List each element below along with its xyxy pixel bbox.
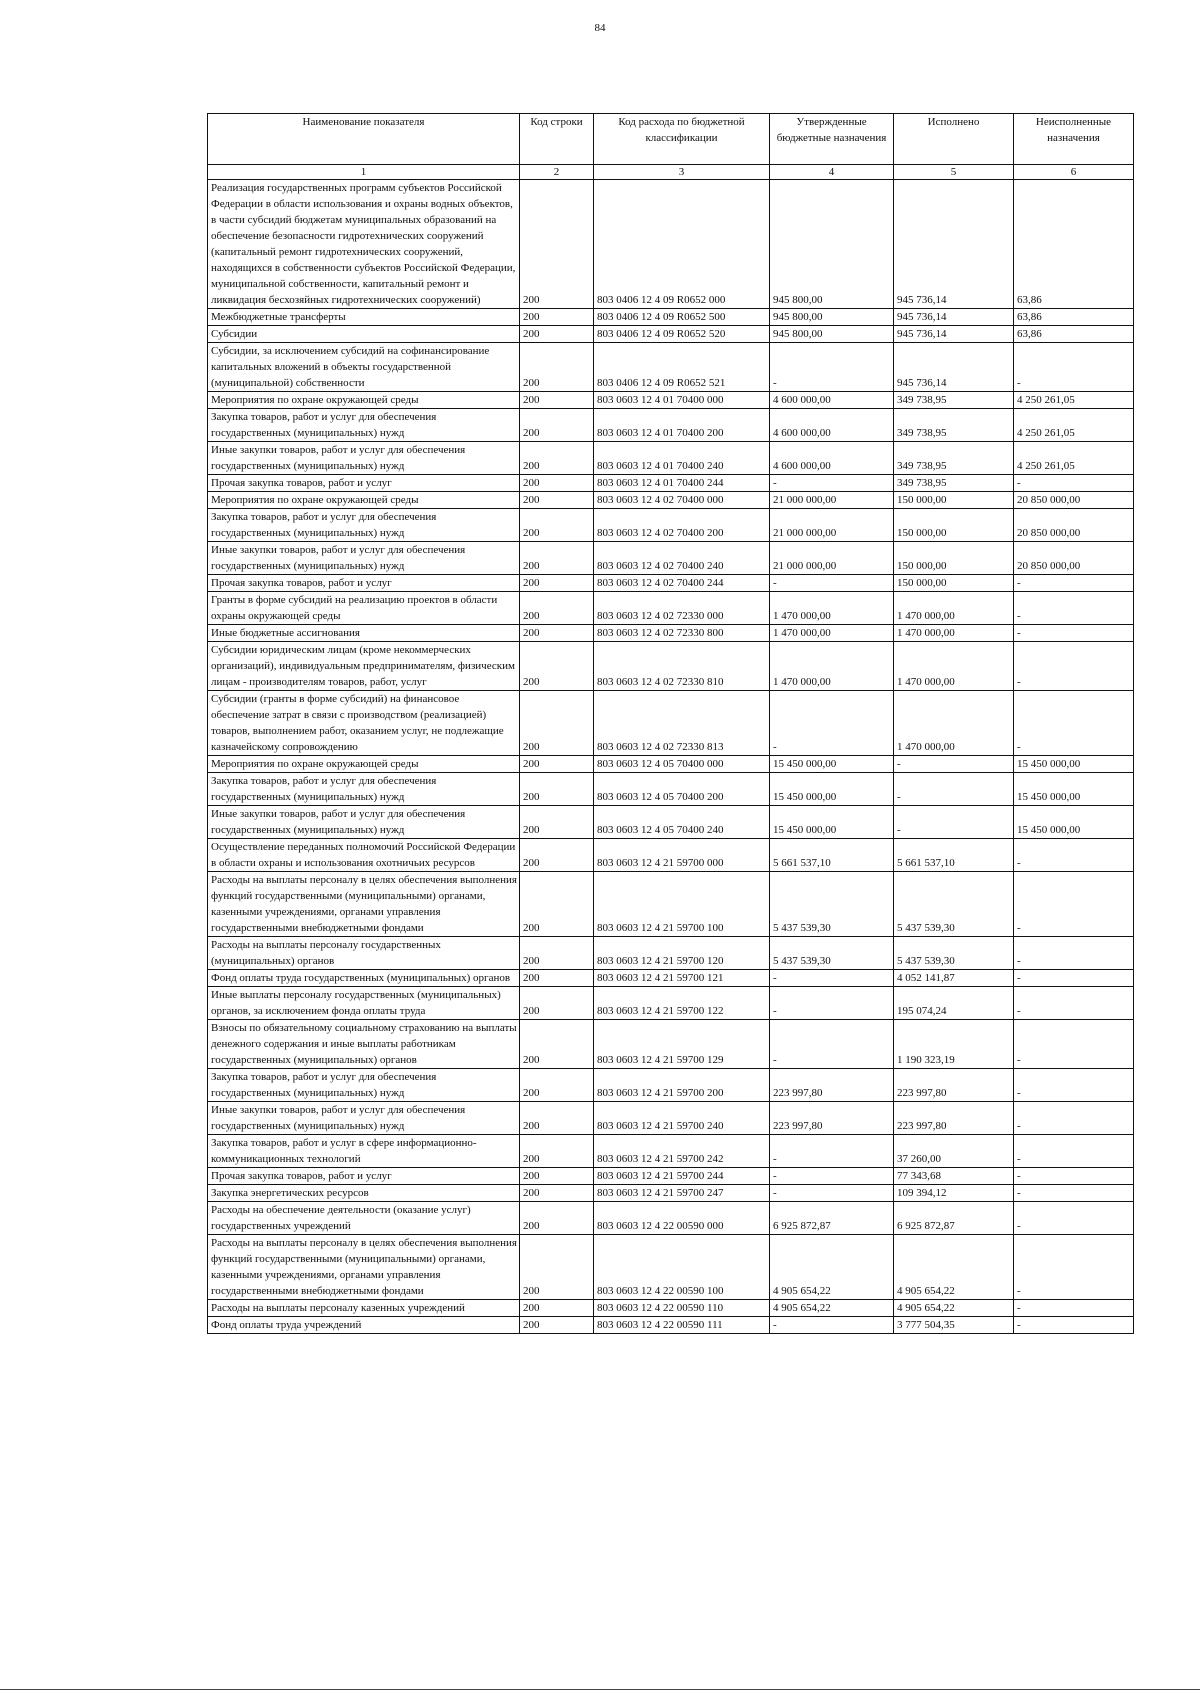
executed-cell: 1 470 000,00 (894, 625, 1014, 642)
table-row (208, 1317, 1134, 1334)
line-code-cell: 200 (520, 180, 594, 309)
unexecuted-cell: 15 450 000,00 (1014, 773, 1134, 806)
executed-cell: - (894, 756, 1014, 773)
budget-code-cell: 803 0603 12 4 02 70400 240 (594, 542, 770, 575)
line-code-cell: 200 (520, 1069, 594, 1102)
indicator-name-cell: Расходы на выплаты персоналу в целях обеспечения выполнения функций государственными (муниципальными) органами, казенными учреждениями, органами управления государственными внебюджетными фондами (208, 872, 520, 937)
table-row (208, 326, 1134, 343)
budget-code-cell: 803 0406 12 4 09 R0652 500 (594, 309, 770, 326)
table-row (208, 542, 1134, 575)
approved-cell: 4 905 654,22 (770, 1235, 894, 1300)
unexecuted-cell: - (1014, 872, 1134, 937)
unexecuted-cell: 15 450 000,00 (1014, 756, 1134, 773)
budget-code-cell: 803 0603 12 4 21 59700 122 (594, 987, 770, 1020)
executed-cell: 4 905 654,22 (894, 1235, 1014, 1300)
table-row (208, 392, 1134, 409)
table-row (208, 1185, 1134, 1202)
unexecuted-cell: - (1014, 839, 1134, 872)
approved-cell: - (770, 1168, 894, 1185)
table-body (208, 180, 1134, 1334)
line-code-cell: 200 (520, 542, 594, 575)
line-code-cell: 200 (520, 492, 594, 509)
approved-cell: 1 470 000,00 (770, 625, 894, 642)
executed-cell: 945 736,14 (894, 180, 1014, 309)
executed-cell: 349 738,95 (894, 392, 1014, 409)
header-row (208, 114, 1134, 165)
budget-code-cell: 803 0603 12 4 21 59700 121 (594, 970, 770, 987)
approved-cell: - (770, 475, 894, 492)
unexecuted-cell: - (1014, 1185, 1134, 1202)
line-code-cell: 200 (520, 642, 594, 691)
line-code-cell: 200 (520, 773, 594, 806)
executed-cell: - (894, 773, 1014, 806)
budget-code-cell: 803 0406 12 4 09 R0652 520 (594, 326, 770, 343)
line-code-cell: 200 (520, 509, 594, 542)
budget-code-cell: 803 0603 12 4 21 59700 129 (594, 1020, 770, 1069)
indicator-name-cell: Закупка энергетических ресурсов (208, 1185, 520, 1202)
unexecuted-cell: - (1014, 592, 1134, 625)
executed-cell: 1 190 323,19 (894, 1020, 1014, 1069)
executed-cell: 4 905 654,22 (894, 1300, 1014, 1317)
budget-code-cell: 803 0603 12 4 21 59700 247 (594, 1185, 770, 1202)
header-approved: Утвержденные бюджетные назначения (770, 114, 894, 165)
unexecuted-cell: 20 850 000,00 (1014, 492, 1134, 509)
indicator-name-cell: Мероприятия по охране окружающей среды (208, 392, 520, 409)
page-bottom-rule (0, 1689, 1200, 1690)
budget-code-cell: 803 0603 12 4 21 59700 120 (594, 937, 770, 970)
unexecuted-cell: 63,86 (1014, 309, 1134, 326)
executed-cell: 5 437 539,30 (894, 872, 1014, 937)
approved-cell: 4 600 000,00 (770, 442, 894, 475)
indicator-name-cell: Реализация государственных программ субъектов Российской Федерации в области использования и охраны водных объектов, в части субсидий бюджетам муниципальных образований на обеспечение безопасности гидротехнических сооружений (капитальный ремонт гидротехнических сооружений, находящихся в собственности субъектов Российской Федерации, муниципальной собственности, капитальный ремонт и ликвидация бесхозяйных гидротехнических сооружений) (208, 180, 520, 309)
line-code-cell: 200 (520, 575, 594, 592)
table-row (208, 1020, 1134, 1069)
indicator-name-cell: Мероприятия по охране окружающей среды (208, 492, 520, 509)
line-code-cell: 200 (520, 309, 594, 326)
header-indicator-name: Наименование показателя (208, 114, 520, 165)
approved-cell: 15 450 000,00 (770, 756, 894, 773)
unexecuted-cell: 63,86 (1014, 180, 1134, 309)
indicator-name-cell: Расходы на выплаты персоналу казенных учреждений (208, 1300, 520, 1317)
executed-cell: 223 997,80 (894, 1102, 1014, 1135)
executed-cell: 150 000,00 (894, 509, 1014, 542)
indicator-name-cell: Взносы по обязательному социальному страхованию на выплаты денежного содержания и иные выплаты работникам государственных (муниципальных) органов (208, 1020, 520, 1069)
approved-cell: 21 000 000,00 (770, 492, 894, 509)
budget-code-cell: 803 0603 12 4 05 70400 000 (594, 756, 770, 773)
indicator-name-cell: Иные закупки товаров, работ и услуг для обеспечения государственных (муниципальных) нужд (208, 1102, 520, 1135)
executed-cell: 4 052 141,87 (894, 970, 1014, 987)
indicator-name-cell: Иные закупки товаров, работ и услуг для обеспечения государственных (муниципальных) нужд (208, 806, 520, 839)
budget-code-cell: 803 0603 12 4 05 70400 200 (594, 773, 770, 806)
budget-code-cell: 803 0603 12 4 22 00590 100 (594, 1235, 770, 1300)
unexecuted-cell: - (1014, 343, 1134, 392)
table-row (208, 575, 1134, 592)
budget-code-cell: 803 0406 12 4 09 R0652 000 (594, 180, 770, 309)
indicator-name-cell: Расходы на выплаты персоналу государственных (муниципальных) органов (208, 937, 520, 970)
indicator-name-cell: Иные выплаты персоналу государственных (муниципальных) органов, за исключением фонда оплаты труда (208, 987, 520, 1020)
approved-cell: 6 925 872,87 (770, 1202, 894, 1235)
approved-cell: 5 437 539,30 (770, 937, 894, 970)
unexecuted-cell: 63,86 (1014, 326, 1134, 343)
approved-cell: - (770, 1317, 894, 1334)
unexecuted-cell: 4 250 261,05 (1014, 442, 1134, 475)
indicator-name-cell: Фонд оплаты труда учреждений (208, 1317, 520, 1334)
approved-cell: 15 450 000,00 (770, 806, 894, 839)
executed-cell: - (894, 806, 1014, 839)
indicator-name-cell: Фонд оплаты труда государственных (муниципальных) органов (208, 970, 520, 987)
approved-cell: - (770, 1185, 894, 1202)
table-row (208, 492, 1134, 509)
unexecuted-cell: - (1014, 475, 1134, 492)
table-row (208, 442, 1134, 475)
executed-cell: 150 000,00 (894, 542, 1014, 575)
approved-cell: 223 997,80 (770, 1102, 894, 1135)
budget-code-cell: 803 0603 12 4 21 59700 200 (594, 1069, 770, 1102)
table-row (208, 509, 1134, 542)
table-row (208, 773, 1134, 806)
column-number: 1 (208, 165, 520, 180)
approved-cell: 5 661 537,10 (770, 839, 894, 872)
table-row (208, 409, 1134, 442)
unexecuted-cell: 20 850 000,00 (1014, 509, 1134, 542)
line-code-cell: 200 (520, 987, 594, 1020)
indicator-name-cell: Субсидии (208, 326, 520, 343)
unexecuted-cell: - (1014, 1102, 1134, 1135)
table-row (208, 642, 1134, 691)
column-number: 3 (594, 165, 770, 180)
table-row (208, 1300, 1134, 1317)
indicator-name-cell: Прочая закупка товаров, работ и услуг (208, 475, 520, 492)
unexecuted-cell: - (1014, 1168, 1134, 1185)
approved-cell: - (770, 575, 894, 592)
budget-code-cell: 803 0603 12 4 21 59700 244 (594, 1168, 770, 1185)
header-line-code: Код строки (520, 114, 594, 165)
column-number: 4 (770, 165, 894, 180)
approved-cell: 945 800,00 (770, 326, 894, 343)
unexecuted-cell: - (1014, 987, 1134, 1020)
executed-cell: 1 470 000,00 (894, 691, 1014, 756)
line-code-cell: 200 (520, 326, 594, 343)
indicator-name-cell: Расходы на обеспечение деятельности (оказание услуг) государственных учреждений (208, 1202, 520, 1235)
indicator-name-cell: Гранты в форме субсидий на реализацию проектов в области охраны окружающей среды (208, 592, 520, 625)
table-row (208, 1202, 1134, 1235)
indicator-name-cell: Субсидии юридическим лицам (кроме некоммерческих организаций), индивидуальным предпринимателям, физическим лицам - производителям товаров, работ, услуг (208, 642, 520, 691)
approved-cell: - (770, 970, 894, 987)
budget-code-cell: 803 0603 12 4 02 72330 800 (594, 625, 770, 642)
approved-cell: - (770, 343, 894, 392)
line-code-cell: 200 (520, 1235, 594, 1300)
line-code-cell: 200 (520, 1300, 594, 1317)
line-code-cell: 200 (520, 839, 594, 872)
header-unexecuted: Неисполненные назначения (1014, 114, 1134, 165)
indicator-name-cell: Прочая закупка товаров, работ и услуг (208, 1168, 520, 1185)
approved-cell: 4 905 654,22 (770, 1300, 894, 1317)
line-code-cell: 200 (520, 691, 594, 756)
indicator-name-cell: Закупка товаров, работ и услуг для обеспечения государственных (муниципальных) нужд (208, 1069, 520, 1102)
approved-cell: - (770, 987, 894, 1020)
budget-code-cell: 803 0603 12 4 01 70400 244 (594, 475, 770, 492)
table-row (208, 806, 1134, 839)
line-code-cell: 200 (520, 1185, 594, 1202)
table-row (208, 691, 1134, 756)
executed-cell: 349 738,95 (894, 475, 1014, 492)
unexecuted-cell: - (1014, 575, 1134, 592)
budget-code-cell: 803 0603 12 4 02 72330 000 (594, 592, 770, 625)
executed-cell: 1 470 000,00 (894, 642, 1014, 691)
table-row (208, 970, 1134, 987)
line-code-cell: 200 (520, 1102, 594, 1135)
table-row (208, 309, 1134, 326)
unexecuted-cell: - (1014, 625, 1134, 642)
indicator-name-cell: Закупка товаров, работ и услуг в сфере информационно-коммуникационных технологий (208, 1135, 520, 1168)
indicator-name-cell: Закупка товаров, работ и услуг для обеспечения государственных (муниципальных) нужд (208, 509, 520, 542)
line-code-cell: 200 (520, 937, 594, 970)
line-code-cell: 200 (520, 806, 594, 839)
budget-code-cell: 803 0603 12 4 22 00590 110 (594, 1300, 770, 1317)
budget-code-cell: 803 0603 12 4 01 70400 240 (594, 442, 770, 475)
executed-cell: 109 394,12 (894, 1185, 1014, 1202)
indicator-name-cell: Закупка товаров, работ и услуг для обеспечения государственных (муниципальных) нужд (208, 773, 520, 806)
line-code-cell: 200 (520, 1202, 594, 1235)
table-row (208, 1235, 1134, 1300)
line-code-cell: 200 (520, 625, 594, 642)
indicator-name-cell: Мероприятия по охране окружающей среды (208, 756, 520, 773)
unexecuted-cell: - (1014, 1202, 1134, 1235)
column-number: 5 (894, 165, 1014, 180)
indicator-name-cell: Иные закупки товаров, работ и услуг для обеспечения государственных (муниципальных) нужд (208, 442, 520, 475)
executed-cell: 37 260,00 (894, 1135, 1014, 1168)
table-row (208, 1168, 1134, 1185)
budget-code-cell: 803 0603 12 4 02 70400 244 (594, 575, 770, 592)
approved-cell: 5 437 539,30 (770, 872, 894, 937)
budget-code-cell: 803 0603 12 4 02 72330 810 (594, 642, 770, 691)
indicator-name-cell: Расходы на выплаты персоналу в целях обеспечения выполнения функций государственными (муниципальными) органами, казенными учреждениями, органами управления государственными внебюджетными фондами (208, 1235, 520, 1300)
approved-cell: 1 470 000,00 (770, 642, 894, 691)
budget-code-cell: 803 0603 12 4 21 59700 100 (594, 872, 770, 937)
budget-code-cell: 803 0406 12 4 09 R0652 521 (594, 343, 770, 392)
budget-code-cell: 803 0603 12 4 22 00590 000 (594, 1202, 770, 1235)
line-code-cell: 200 (520, 872, 594, 937)
budget-code-cell: 803 0603 12 4 22 00590 111 (594, 1317, 770, 1334)
line-code-cell: 200 (520, 392, 594, 409)
approved-cell: 4 600 000,00 (770, 392, 894, 409)
unexecuted-cell: - (1014, 1020, 1134, 1069)
line-code-cell: 200 (520, 1135, 594, 1168)
approved-cell: - (770, 1020, 894, 1069)
table-row (208, 839, 1134, 872)
executed-cell: 77 343,68 (894, 1168, 1014, 1185)
budget-code-cell: 803 0603 12 4 01 70400 000 (594, 392, 770, 409)
executed-cell: 150 000,00 (894, 575, 1014, 592)
line-code-cell: 200 (520, 592, 594, 625)
table-row (208, 475, 1134, 492)
unexecuted-cell: - (1014, 1135, 1134, 1168)
budget-code-cell: 803 0603 12 4 02 70400 000 (594, 492, 770, 509)
approved-cell: 4 600 000,00 (770, 409, 894, 442)
table-row (208, 1102, 1134, 1135)
approved-cell: 15 450 000,00 (770, 773, 894, 806)
table-row (208, 1135, 1134, 1168)
indicator-name-cell: Прочая закупка товаров, работ и услуг (208, 575, 520, 592)
indicator-name-cell: Межбюджетные трансферты (208, 309, 520, 326)
unexecuted-cell: - (1014, 937, 1134, 970)
table-row (208, 872, 1134, 937)
indicator-name-cell: Субсидии, за исключением субсидий на софинансирование капитальных вложений в объекты государственной (муниципальной) собственности (208, 343, 520, 392)
table-row (208, 625, 1134, 642)
indicator-name-cell: Иные закупки товаров, работ и услуг для обеспечения государственных (муниципальных) нужд (208, 542, 520, 575)
header-budget-code: Код расхода по бюджетной классификации (594, 114, 770, 165)
executed-cell: 195 074,24 (894, 987, 1014, 1020)
unexecuted-cell: - (1014, 1300, 1134, 1317)
approved-cell: - (770, 691, 894, 756)
column-number-row (208, 165, 1134, 180)
executed-cell: 945 736,14 (894, 343, 1014, 392)
approved-cell: 223 997,80 (770, 1069, 894, 1102)
budget-code-cell: 803 0603 12 4 21 59700 240 (594, 1102, 770, 1135)
line-code-cell: 200 (520, 442, 594, 475)
unexecuted-cell: 4 250 261,05 (1014, 392, 1134, 409)
table-row (208, 987, 1134, 1020)
unexecuted-cell: - (1014, 1069, 1134, 1102)
budget-execution-table (207, 113, 1134, 1334)
budget-code-cell: 803 0603 12 4 21 59700 242 (594, 1135, 770, 1168)
executed-cell: 349 738,95 (894, 409, 1014, 442)
header-executed: Исполнено (894, 114, 1014, 165)
budget-code-cell: 803 0603 12 4 01 70400 200 (594, 409, 770, 442)
executed-cell: 5 661 537,10 (894, 839, 1014, 872)
executed-cell: 150 000,00 (894, 492, 1014, 509)
approved-cell: 1 470 000,00 (770, 592, 894, 625)
indicator-name-cell: Осуществление переданных полномочий Российской Федерации в области охраны и использования охотничьих ресурсов (208, 839, 520, 872)
line-code-cell: 200 (520, 970, 594, 987)
table-row (208, 592, 1134, 625)
table-row (208, 1069, 1134, 1102)
line-code-cell: 200 (520, 475, 594, 492)
column-number: 2 (520, 165, 594, 180)
budget-code-cell: 803 0603 12 4 02 72330 813 (594, 691, 770, 756)
approved-cell: 21 000 000,00 (770, 542, 894, 575)
line-code-cell: 200 (520, 1168, 594, 1185)
approved-cell: 21 000 000,00 (770, 509, 894, 542)
indicator-name-cell: Иные бюджетные ассигнования (208, 625, 520, 642)
line-code-cell: 200 (520, 409, 594, 442)
line-code-cell: 200 (520, 1317, 594, 1334)
budget-code-cell: 803 0603 12 4 05 70400 240 (594, 806, 770, 839)
unexecuted-cell: - (1014, 642, 1134, 691)
unexecuted-cell: 4 250 261,05 (1014, 409, 1134, 442)
table-row (208, 180, 1134, 309)
executed-cell: 223 997,80 (894, 1069, 1014, 1102)
page-number: 84 (594, 22, 606, 34)
unexecuted-cell: - (1014, 1317, 1134, 1334)
unexecuted-cell: - (1014, 691, 1134, 756)
unexecuted-cell: - (1014, 970, 1134, 987)
column-number: 6 (1014, 165, 1134, 180)
executed-cell: 6 925 872,87 (894, 1202, 1014, 1235)
executed-cell: 349 738,95 (894, 442, 1014, 475)
executed-cell: 5 437 539,30 (894, 937, 1014, 970)
executed-cell: 945 736,14 (894, 309, 1014, 326)
line-code-cell: 200 (520, 1020, 594, 1069)
executed-cell: 945 736,14 (894, 326, 1014, 343)
indicator-name-cell: Субсидии (гранты в форме субсидий) на финансовое обеспечение затрат в связи с производством (реализацией) товаров, выполнением работ, оказанием услуг, не подлежащие казначейскому сопровождению (208, 691, 520, 756)
approved-cell: 945 800,00 (770, 309, 894, 326)
indicator-name-cell: Закупка товаров, работ и услуг для обеспечения государственных (муниципальных) нужд (208, 409, 520, 442)
table-row (208, 937, 1134, 970)
executed-cell: 3 777 504,35 (894, 1317, 1014, 1334)
table-row (208, 343, 1134, 392)
unexecuted-cell: - (1014, 1235, 1134, 1300)
unexecuted-cell: 15 450 000,00 (1014, 806, 1134, 839)
budget-code-cell: 803 0603 12 4 02 70400 200 (594, 509, 770, 542)
line-code-cell: 200 (520, 756, 594, 773)
approved-cell: - (770, 1135, 894, 1168)
budget-code-cell: 803 0603 12 4 21 59700 000 (594, 839, 770, 872)
approved-cell: 945 800,00 (770, 180, 894, 309)
executed-cell: 1 470 000,00 (894, 592, 1014, 625)
table-row (208, 756, 1134, 773)
line-code-cell: 200 (520, 343, 594, 392)
unexecuted-cell: 20 850 000,00 (1014, 542, 1134, 575)
